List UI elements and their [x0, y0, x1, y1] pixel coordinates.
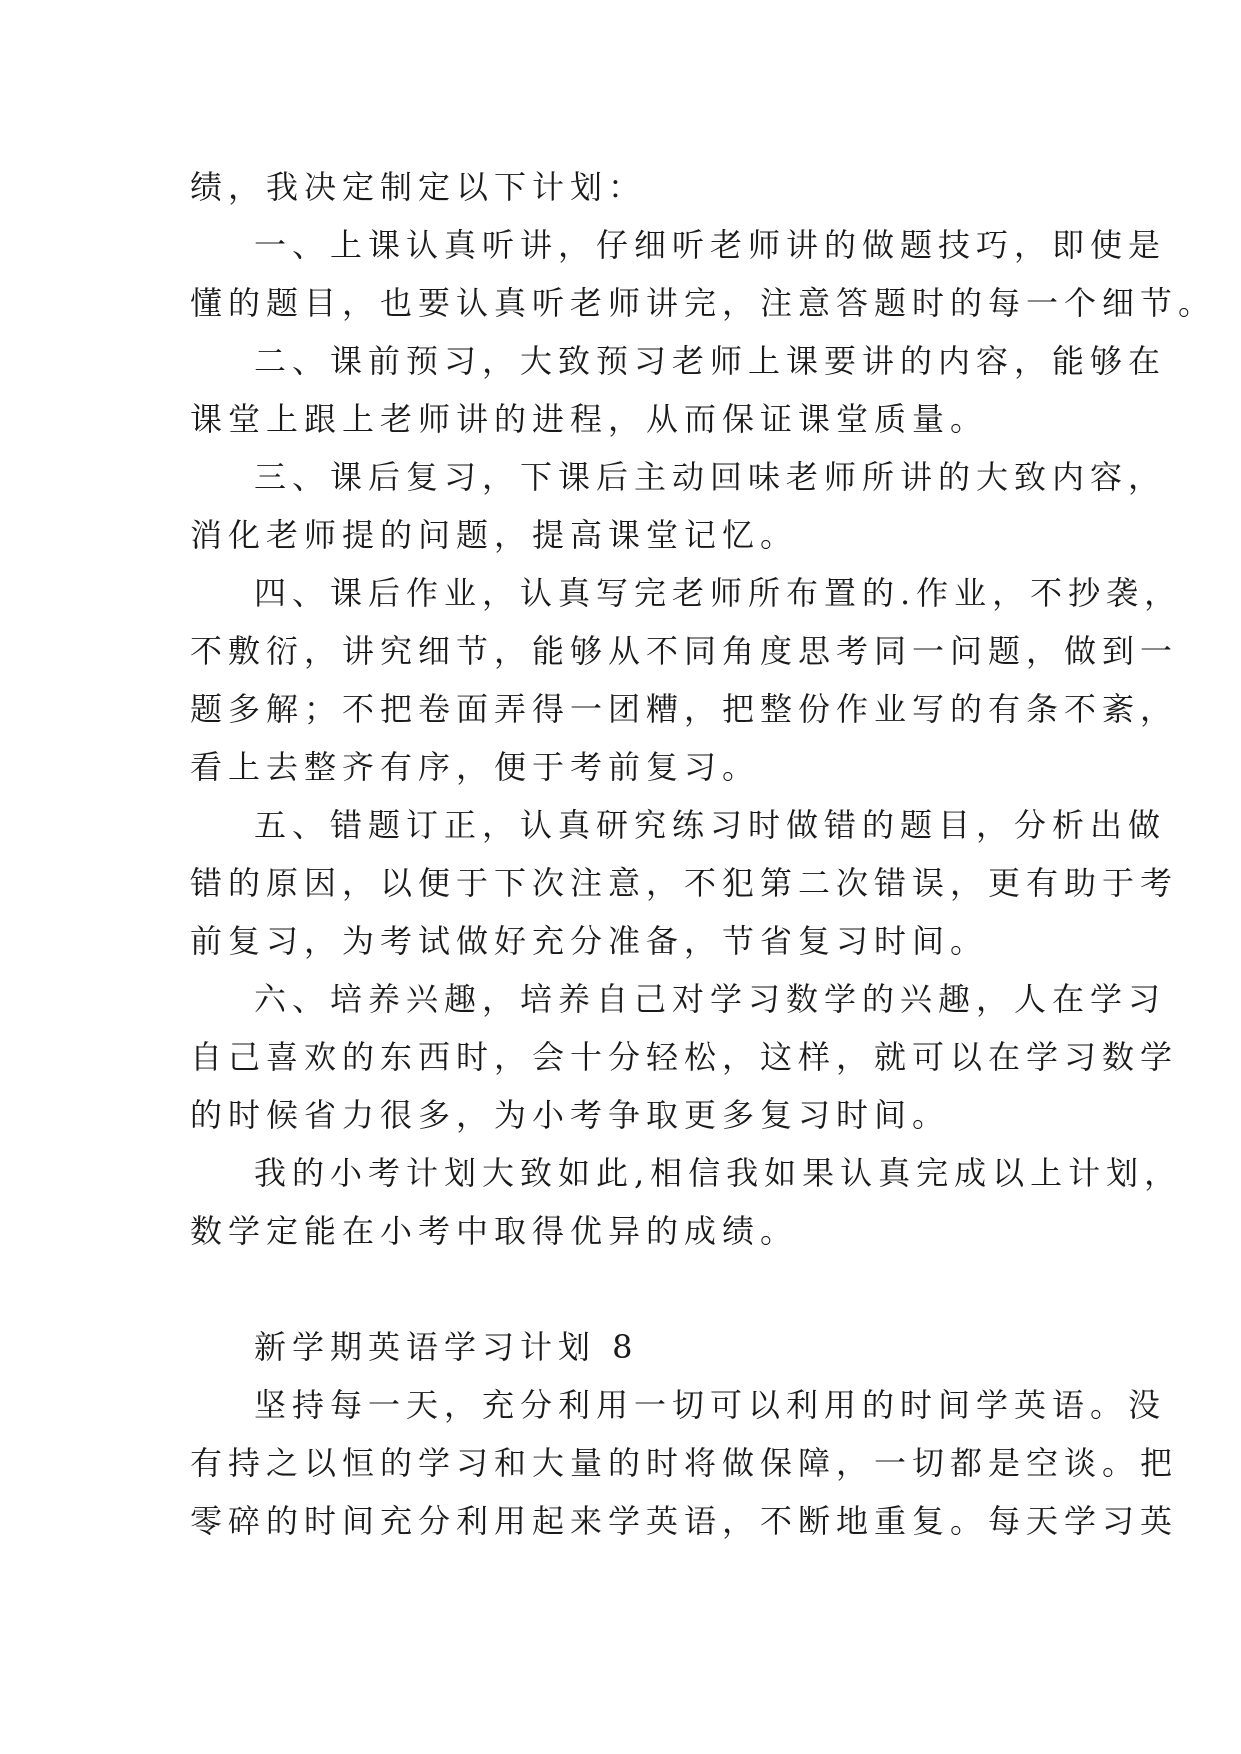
paragraph-line: 六、培养兴趣，培养自己对学习数学的兴趣，人在学习	[254, 980, 1167, 1018]
paragraph-line: 绩，我决定制定以下计划：	[190, 168, 647, 206]
paragraph-line: 零碎的时间充分利用起来学英语，不断地重复。每天学习英	[190, 1502, 1179, 1540]
plan-section	[190, 158, 1217, 1260]
paragraph-line: 自己喜欢的东西时，会十分轻松，这样，就可以在学习数学	[190, 1038, 1179, 1076]
paragraph-line: 看上去整齐有序，便于考前复习。	[190, 748, 761, 786]
paragraph-line: 前复习，为考试做好充分准备，节省复习时间。	[190, 922, 989, 960]
paragraph-line: 消化老师提的问题，提高课堂记忆。	[190, 516, 799, 554]
paragraph-line: 我的小考计划大致如此,相信我如果认真完成以上计划，	[254, 1154, 1183, 1192]
paragraph-line: 四、课后作业，认真写完老师所布置的.作业，不抄袭，	[254, 574, 1183, 612]
section-spacer	[190, 1260, 1060, 1318]
section-title: 新学期英语学习计划 8	[254, 1328, 639, 1366]
paragraph-line: 二、课前预习，大致预习老师上课要讲的内容，能够在	[254, 342, 1167, 380]
paragraph-line: 题多解；不把卷面弄得一团糟，把整份作业写的有条不紊，	[190, 690, 1179, 728]
paragraph-line: 有持之以恒的学习和大量的时将做保障，一切都是空谈。把	[190, 1444, 1179, 1482]
paragraph-line: 不敷衍，讲究细节，能够从不同角度思考同一问题，做到一	[190, 632, 1179, 670]
paragraph-line: 三、课后复习，下课后主动回味老师所讲的大致内容，	[254, 458, 1167, 496]
paragraph-line: 课堂上跟上老师讲的进程，从而保证课堂质量。	[190, 400, 989, 438]
paragraph-line: 的时候省力很多，为小考争取更多复习时间。	[190, 1096, 951, 1134]
english-plan-section	[190, 1376, 1179, 1550]
document-body	[190, 158, 1217, 1550]
paragraph-line: 数学定能在小考中取得优异的成绩。	[190, 1212, 799, 1250]
paragraph-line: 懂的题目，也要认真听老师讲完，注意答题时的每一个细节。	[190, 284, 1217, 322]
paragraph-line: 一、上课认真听讲，仔细听老师讲的做题技巧，即使是	[254, 226, 1167, 264]
paragraph-line: 五、错题订正，认真研究练习时做错的题目，分析出做	[254, 806, 1167, 844]
paragraph-line: 坚持每一天，充分利用一切可以利用的时间学英语。没	[254, 1386, 1167, 1424]
paragraph-line: 错的原因，以便于下次注意，不犯第二次错误，更有助于考	[190, 864, 1179, 902]
